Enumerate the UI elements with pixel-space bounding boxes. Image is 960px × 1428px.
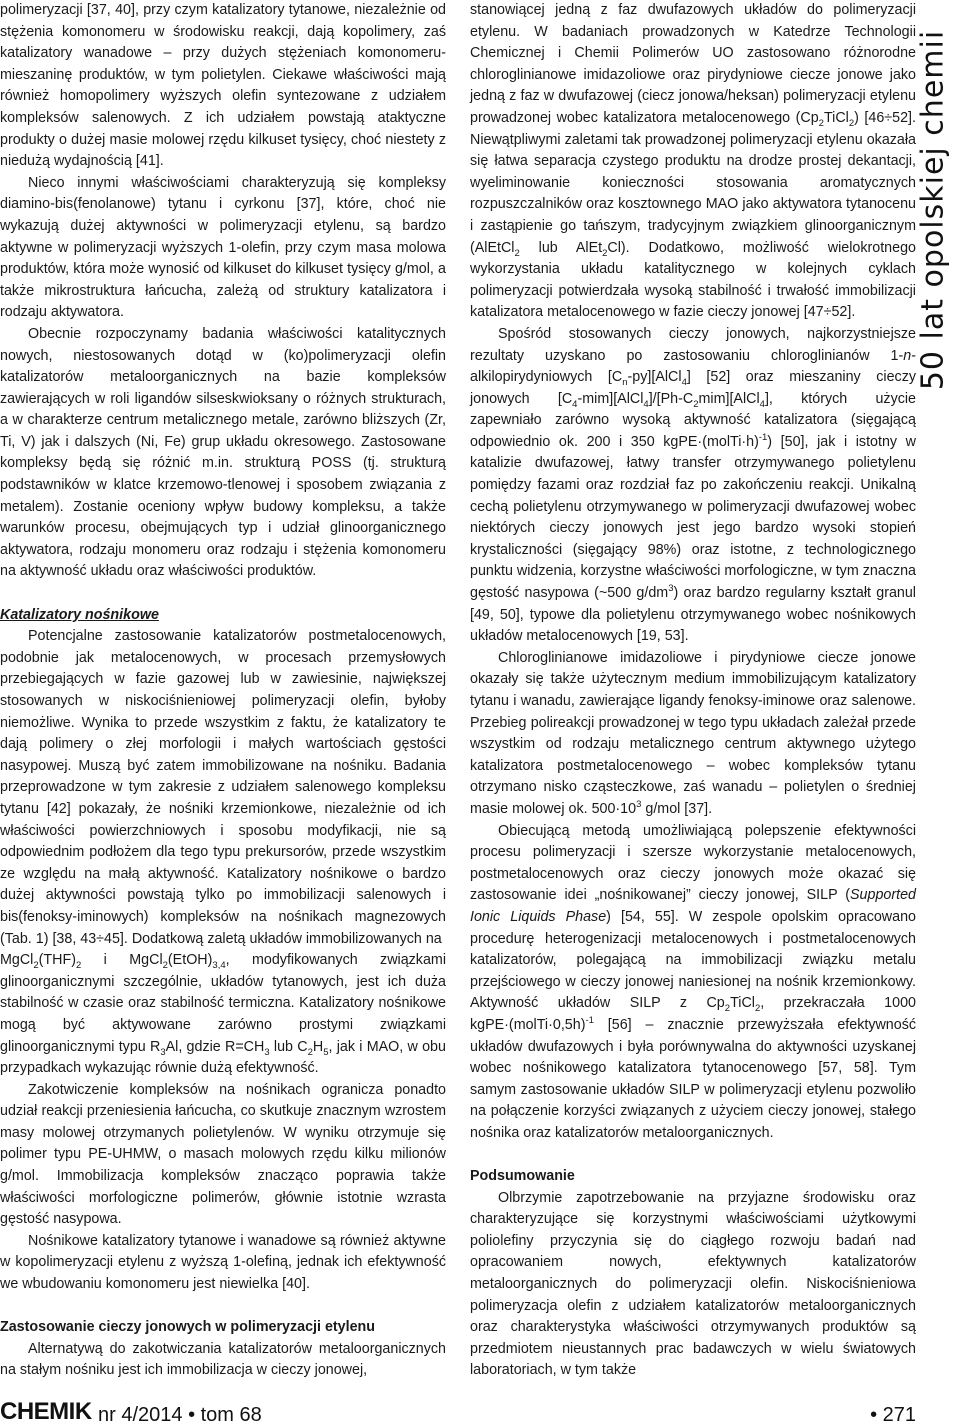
- paragraph: Nieco innymi właściwościami charakteryzują się kompleksy diamino-bis(fenolanowe) tytanu i cyrkonu [37], które, choć nie wykazują dużej aktywności w polimeryzacji etylenu, są bardzo aktywne w polimeryzacji wyższych 1-olefin, przy czym masa molowa produktów, która może wynosić od kilkuset do kilkuset tysięcy g/mol, a także mikrostruktura łańcucha, zależą od struktury katalizatora i rodzaju aktywatora.: [0, 174, 446, 321]
- paragraph: stanowiącej jedną z faz dwufazowych układów do polimeryzacji etylenu. W badaniach prowadzonych w Katedrze Technologii Chemicznej i Chemii Polimerów UO zastosowano różnorodne chloroglinianowe imidazoliowe oraz pirydyniowe ciecze jonowe jako jedną z faz w dwufazowej (ciecz jonowa/heksan) polimeryzacji etylenu prowadzonej wobec katalizatora metalocenowego $(Cp_2TiCl_2)$ [46÷52]. Niewątpliwymi zaletami tak prowadzonej polimeryzacji etylenu okazała się łatwa separacja czystego produktu na drodze prostej dekantacji, wyeliminowanie konieczności stosowania aromatycznych rozpuszczalników oraz kosztownego MAO jako aktywatora tytanocenu i zastąpienie go tańszym, tradycyjnym związkiem glinoorganicznym (AlEtCl$_2$ lub AlEt$_2$Cl). Dodatkowo, możliwość wielokrotnego wykorzystania układu katalitycznego w kolejnych cyklach polimeryzacji potwierdzała wysoką stabilność i trwałość immobilizacji katalizatora metalocenowego w fazie cieczy jonowej [47÷52].: [470, 2, 916, 321]
- page-number: • 271: [870, 1404, 916, 1426]
- journal-logo: CHEMIK: [0, 1398, 92, 1425]
- paragraph: $MgCl_2(THF)_2$ i $MgCl_2(EtOH)_{3,4}$, modyfikowanych związkami glinoorganicznymi szczególnie, układów tytanowych, jest ich duża stabilność w czasie oraz stabilność termiczna. Katalizatory nośnikowe mogą być aktywowane zarówno prostymi związkami glinoorganicznymi typu $R_3Al$, gdzie $R=CH_3$ lub $C_2H_5$, jak i MAO, w obu przypadkach wykazując równie dużą efektywność.: [0, 952, 446, 1077]
- paragraph: Obecnie rozpoczynamy badania właściwości katalitycznych nowych, niestosowanych dotąd w (ko)polimeryzacji olefin katalizatorów metaloorganicznych na bazie kompleksów zawierających w roli ligandów silseskwioksany o różnych strukturach, a w charakterze centrum metalicznego metale, zarówno bliższych (Zr, Ti, V) jak i dalszych (Ni, Fe) grup układu okresowego. Zastosowane kompleksy będą się różnić m.in. strukturą POSS (tj. strukturą podstawników w klatce krzemowo-tlenowej i sposobem związania z metalem). Zostanie oceniony wpływ budowy kompleksu, a także warunków procesu, obejmujących typ i udział glinoorganicznego aktywatora, rodzaju monomeru oraz rodzaju i stężenia komonomeru na aktywność układu oraz właściwości produktów.: [0, 325, 446, 580]
- paragraph: polimeryzacji [37, 40], przy czym katalizatory tytanowe, niezależnie od stężenia komonomeru w środowisku reakcji, dają kopolimery, zaś katalizatory wanadowe – przy dużych stężeniach komonomeru- mieszaninę produktów, w tym polietylen. Ciekawe właściwości mają również homopolimery wyższych olefin syntezowane z udziałem kompleksów salenowych. Z ich udziałem powstają ataktyczne produkty o dużej masie molowej rzędu kilkuset tysięcy, choć niestety z niedużą wydajnością [41].: [0, 2, 446, 170]
- left-column: [0, 0, 446, 1382]
- paragraph: Alternatywą do zakotwiczania katalizatorów metaloorganicznych na stałym nośniku jest ich immobilizacja w cieczy jonowej,: [0, 1340, 446, 1379]
- issue-label: nr 4/2014 • tom 68: [98, 1404, 262, 1426]
- paragraph: Zakotwiczenie kompleksów na nośnikach ogranicza ponadto udział reakcji przeniesienia łańcucha, co skutkuje znacznym wzrostem masy molowej otrzymanych polietylenów. W wyniku otrzymuje się polimer typu PE-UHMW, o masach molowych rzędu kilku milionów g/mol. Immobilizacja kompleksów znacząco poprawia także właściwości morfologiczne polimerów, głównie istotnie wzrasta gęstość nasypowa.: [0, 1081, 446, 1228]
- paragraph: Olbrzymie zapotrzebowanie na przyjazne środowisku oraz charakteryzujące się korzystnymi właściwościami użytkowymi poliolefiny przyczynia się do ciągłego rozwoju badań nad opracowaniem nowych, efektywnych katalizatorów metaloorganicznych do polimeryzacji olefin. Niskociśnieniowa polimeryzacja olefin z udziałem katalizatorów metaloorganicznych oraz charakterystyka właściwości otrzymywanych produktów są przedmiotem nieustannych prac badawczych w wielu światowych laboratoriach, w tym także: [470, 1189, 916, 1379]
- page-footer: [0, 1396, 960, 1428]
- paragraph: Chloroglinianowe imidazoliowe i pirydyniowe ciecze jonowe okazały się także użytecznym medium immobilizującym katalizatory tytanu i wanadu, zawierające ligandy fenoksy-iminowe oraz salenowe. Przebieg polireakcji prowadzonej w tego typu układach zależał przede wszystkim od rodzaju metalicznego centrum aktywnego użytego katalizatora postmetalocenowego – wobec kompleksów tytanu otrzymano nisko cząsteczkowe, zaś wanadu – polietylen o średniej masie molowej ok. $500\cdot 10^3$ g/mol [37].: [470, 649, 916, 817]
- side-banner: [905, 0, 960, 420]
- section-heading: Zastosowanie cieczy jonowych w polimeryzacji etylenu: [0, 1319, 376, 1336]
- paragraph: Potencjalne zastosowanie katalizatorów postmetalocenowych, podobnie jak metalocenowych, w procesach przemysłowych przebiegających w fazie gazowej lub w zawiesinie, największej stosowanych w niskociśnieniowej polimeryzacji olefin, byłoby niemożliwe. Wynika to przede wszystkim z faktu, że katalizatory te dają polimery o złej morfologii i małych wartościach gęstości nasypowej. Muszą być zatem immobilizowane na nośniku. Badania przeprowadzone w tym zakresie z udziałem salenowego kompleksu tytanu [42] pokazały, że nośniki krzemionkowe, niezależnie od ich właściwości powierzchniowych i sposobu modyfikacji, nie są odpowiednim podłożem dla tego typu prekursorów, przede wszystkim ze względu na małą aktywność. Katalizatory nośnikowe o bardzo dużej aktywności powstają tylko po immobilizacji salenowych i bis(fenoksy-iminowych) kompleksów na nośnikach magnezowych (Tab. 1) [38, 43÷45]. Dodatkową zaletą układów immobilizowanych na: [0, 628, 446, 947]
- side-banner-text: 50 lat opolskiej chemii: [915, 29, 950, 391]
- paragraph: Spośród stosowanych cieczy jonowych, najkorzystniejsze rezultaty uzyskano po zastosowaniu chloroglinianów 1-n-alkilopirydyniowych $[C_n-py][AlCl_4]$ [52] oraz mieszaniny cieczy jonowych $[C_4-mim][AlCl_4]/[Ph-C_2mim][AlCl_4]$, których użycie zapewniało zarówno wysoką aktywność katalizatora (sięgającą odpowiednio ok. 200 i 350 kgPE·(molTi·h)$^{-1}$) [50], jak i istotny w katalizie dwufazowej, łatwy transfer otrzymywanego polietylenu pomiędzy fazami oraz rozdział faz po zakończeniu reakcji. Unikalną cechą polietylenu otrzymywanego w polimeryzacji dwufazowej wobec niektórych cieczy jonowych jest jego bardzo wysoki stopień krystaliczności (sięgający 98%) oraz istotne, z technologicznego punktu widzenia, korzystne właściwości morfologiczne, w tym znaczna gęstość nasypowa (~500 $g/dm^3$) oraz bardzo regularny kształt granul [49, 50], typowe dla polietylenu otrzymywanego wobec nośnikowych układów metalocenowych [19, 53].: [470, 325, 917, 645]
- section-heading: Podsumowanie: [470, 1168, 575, 1185]
- right-column: [470, 0, 916, 1382]
- paragraph: Nośnikowe katalizatory tytanowe i wanadowe są również aktywne w kopolimeryzacji etylenu z wyższą 1-olefiną, jednak ich efektywność we wbudowaniu komonomeru jest niewielka [40].: [0, 1232, 446, 1293]
- paragraph: Obiecującą metodą umożliwiającą polepszenie efektywności procesu polimeryzacji i szersze wykorzystanie metalocenowych, postmetalocenowych oraz cieczy jonowych może okazać się zastosowanie idei „nośnikowanej” cieczy jonowej, SILP (Supported Ionic Liquids Phase) [54, 55]. W zespole opolskim opracowano procedurę heterogenizacji metalocenowych i postmetalocenowych katalizatorów, polegającą na immobilizacji związku metalu przejściowego w cieczy jonowej naniesionej na nośnik krzemionkowy. Aktywność układów SILP z $Cp_2TiCl_2$, przekraczała 1000 kgPE·(molTi·0,5h)$^{-1}$ [56] – znacznie przewyższała efektywność układów dwufazowych i była porównywalna do aktywności uzyskanej wobec nośnikowego katalizatora tytanocenowego [57, 58]. Tym samym zastosowanie układów SILP w polimeryzacji etylenu pozwoliło na połączenie korzyści związanych z użyciem cieczy jonowej, stałego nośnika oraz katalizatorów metaloorganicznych.: [470, 822, 916, 1141]
- section-heading: Katalizatory nośnikowe: [0, 606, 159, 623]
